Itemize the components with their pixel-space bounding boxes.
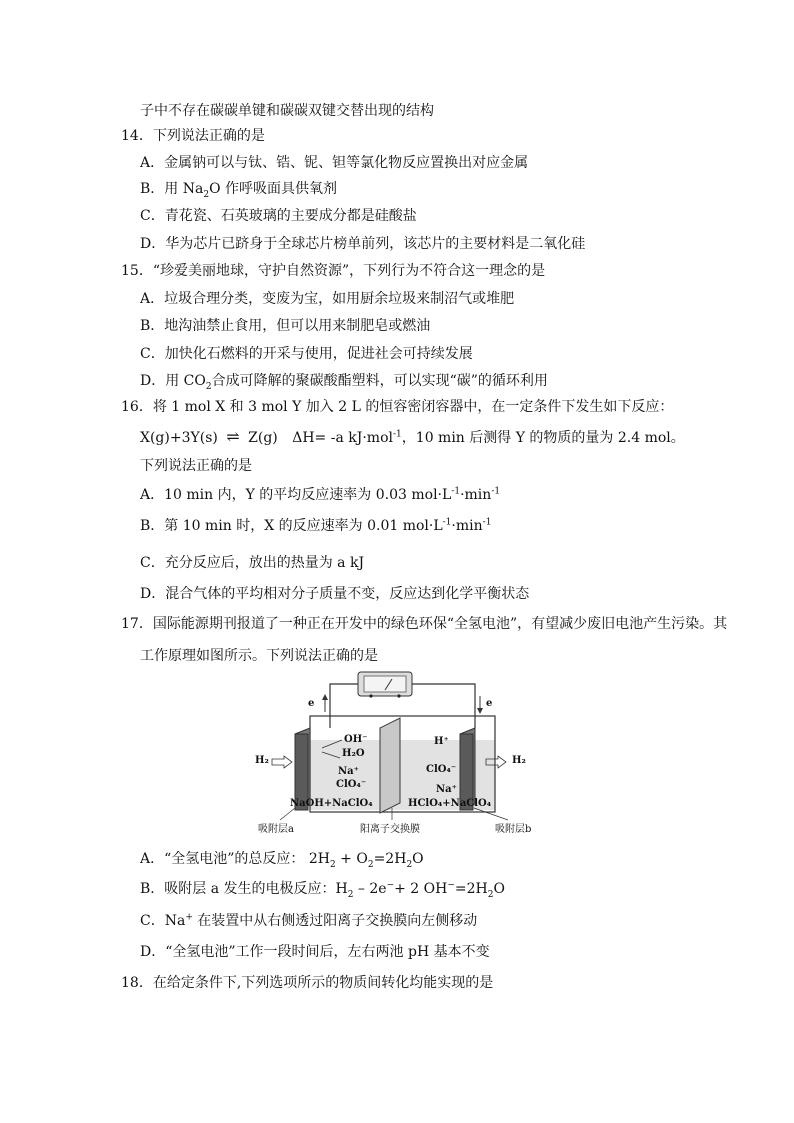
- h2o-label: H₂O: [342, 748, 365, 759]
- cation-exchange-membrane: [380, 718, 400, 813]
- q17-option-d: D．“全氢电池”工作一段时间后，左右两池 pH 基本不变: [140, 944, 490, 960]
- q14-option-d: D．华为芯片已跻身于全球芯片榜单前列，该芯片的主要材料是二氧化硅: [140, 236, 586, 252]
- q17-stem2: 工作原理如图所示。下列说法正确的是: [140, 648, 378, 664]
- q15-option-d: D．用 $CO_2$合成可降解的聚碳酸酯塑料，可以实现“碳”的循环利用: [140, 373, 548, 392]
- q14-option-b: B．用 $Na_2O$ 作呼吸面具供氧剂: [140, 181, 338, 200]
- na-right-label: Na⁺: [436, 784, 457, 795]
- q17-option-c: C．Na+ 在装置中从右侧透过阳离子交换膜向左侧移动: [140, 912, 478, 929]
- q16-stem2: 下列说法正确的是: [140, 458, 252, 474]
- q14-option-c: C．青花瓷、石英玻璃的主要成分都是硅酸盐: [140, 208, 417, 224]
- battery-diagram: [250, 668, 550, 838]
- q18-stem: 18．在给定条件下,下列选项所示的物质间转化均能实现的是: [121, 975, 494, 991]
- q17-option-a: A．“全氢电池”的总反应： $2H_2 + O_2=2H_2O$: [140, 851, 424, 870]
- q15-option-c: C．加快化石燃料的开采与使用，促进社会可持续发展: [140, 346, 473, 362]
- battery-figure: [250, 668, 550, 838]
- h2-inlet-arrow: [272, 756, 292, 768]
- adsorption-layer-b-label: 吸附层b: [495, 824, 532, 835]
- q16-option-c: C．充分反应后，放出的热量为 a kJ: [140, 555, 365, 571]
- q14-stem: 14．下列说法正确的是: [121, 128, 265, 144]
- q16-equation: X(g)+3Y(s) ⇌ Z(g) ΔH= -a kJ·mol$^{-1}$，10 min 后测得 Y 的物质的量为 2.4 mol。: [140, 427, 685, 446]
- q15-option-b: B．地沟油禁止食用，但可以用来制肥皂或燃油: [140, 318, 431, 334]
- h2-left-label: H₂: [255, 755, 269, 766]
- q15-option-a: A．垃圾合理分类，变废为宝，如用厨余垃圾来制沼气或堆肥: [140, 291, 515, 307]
- clo4-left-label: ClO₄⁻: [336, 779, 367, 790]
- q16-stem: 16．将 1 mol X 和 3 mol Y 加入 2 L 的恒容密闭容器中，在一定条件下发生如下反应：: [121, 399, 674, 415]
- q16-option-b: B．第 10 min 时，X 的反应速率为 0.01 $mol\cdot L^{-1}\cdot\min^{-1}$: [140, 517, 492, 534]
- membrane-label: 阳离子交换膜: [360, 824, 420, 835]
- e-right-label: e: [486, 698, 493, 709]
- e-left-label: e: [308, 698, 315, 709]
- left-solution-label: NaOH+NaClO₄: [290, 798, 373, 809]
- wire-left: [330, 684, 358, 728]
- q16-option-d: D．混合气体的平均相对分子质量不变，反应达到化学平衡状态: [140, 586, 530, 602]
- fragment-line: 子中不存在碳碳单键和碳碳双键交替出现的结构: [140, 103, 434, 119]
- q16-option-a: A．10 min 内，Y 的平均反应速率为 0.03 $mol\cdot L^{-1}\cdot\min^{-1}$: [140, 486, 501, 503]
- na-left-label: Na⁺: [338, 766, 359, 777]
- adsorption-layer-a-label: 吸附层a: [258, 824, 294, 835]
- wire-right: [412, 684, 475, 728]
- oh-label: OH⁻: [344, 734, 368, 745]
- q17-option-b: B．吸附层 a 发生的电极反应：$H_2 - 2e^-+ 2$ $OH^-=2H_2O$: [140, 880, 505, 900]
- q15-stem: 15．“珍爱美丽地球，守护自然资源”，下列行为不符合这一理念的是: [121, 263, 546, 279]
- h-plus-label: H⁺: [434, 736, 449, 747]
- right-solution-label: HClO₄+NaClO₄: [408, 798, 492, 809]
- q14-option-a: A．金属钠可以与钛、锆、铌、钽等氯化物反应置换出对应金属: [140, 155, 529, 171]
- clo4-right-label: ClO₄⁻: [426, 764, 457, 775]
- q17-stem: 17．国际能源期刊报道了一种正在开发中的绿色环保“全氢电池”，有望减少废旧电池产生污染。其: [121, 616, 728, 632]
- h2-right-label: H₂: [512, 755, 526, 766]
